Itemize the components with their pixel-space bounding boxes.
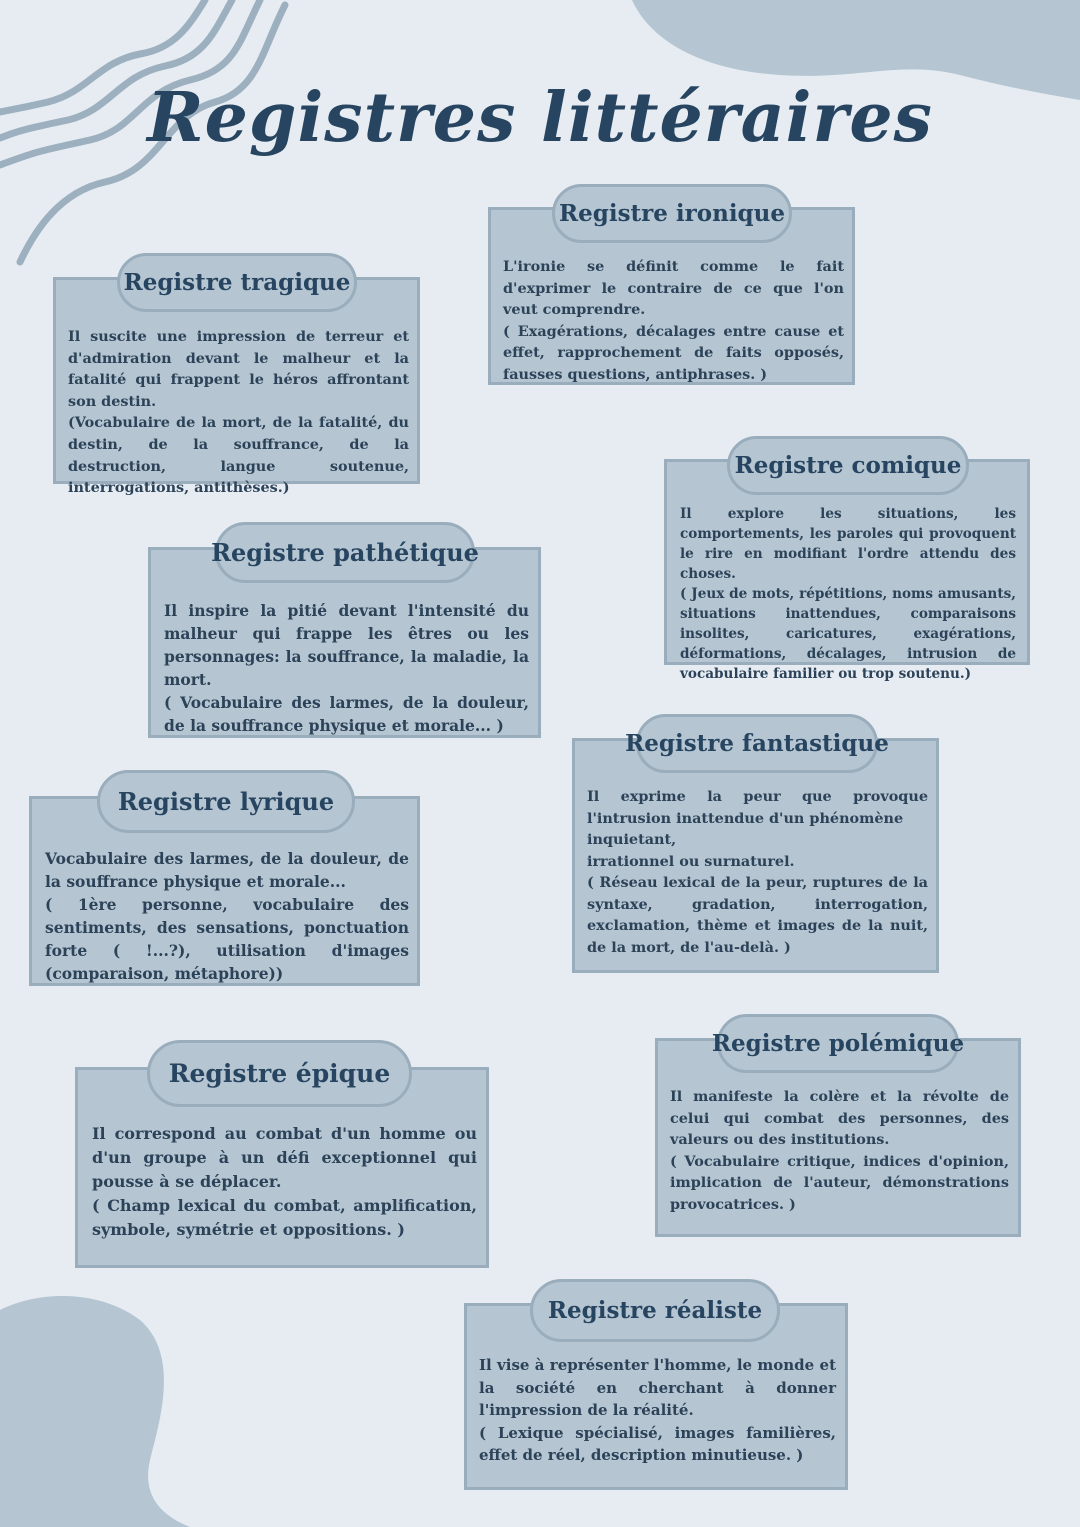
card-comique-text: Il explore les situations, les comportements, les paroles qui provoquent le rire en modifiant l'ordre attendu des choses. ( Jeux de mots, répétitions, noms amusants, situations inattendues, comparaisons insolites, caricatures, exagérations, déformations, décalages, intrusion de vocabulaire familier ou trop soutenu.) (680, 506, 1016, 682)
bottom-left-blob (0, 1296, 190, 1527)
card-fantastique-text: Il exprime la peur que provoque l'intrusion inattendue d'un phénomène inquietant, irrationnel ou surnaturel. ( Réseau lexical de la peur, ruptures de la syntaxe, gradation, interrogation, exclamation, thème et images de la nuit, de la mort, de l'au-delà. ) (587, 788, 928, 956)
card-ironique-title: Registre ironique (552, 184, 792, 243)
card-fantastique-title: Registre fantastique (636, 714, 878, 773)
card-tragique-title: Registre tragique (117, 253, 357, 312)
card-polemique-title: Registre polémique (717, 1014, 959, 1073)
card-lyrique-text: Vocabulaire des larmes, de la douleur, de la souffrance physique et morale... ( 1ère personne, vocabulaire des sentiments, des sensations, ponctuation forte ( !...?), utilisation d'images (comparaison, métaphore)) (45, 849, 409, 983)
card-ironique-text: L'ironie se définit comme le fait d'exprimer le contraire de ce que l'on veut comprendre. ( Exagérations, décalages entre cause et effet, rapprochement de faits opposés, fausses questions, antiphrases. ) (503, 258, 844, 383)
card-realiste-text: Il vise à représenter l'homme, le monde et la société en cherchant à donner l'impression de la réalité. ( Lexique spécialisé, images familières, effet de réel, description minutieuse. ) (479, 1356, 836, 1464)
card-epique-title: Registre épique (147, 1040, 412, 1107)
card-comique-title: Registre comique (727, 436, 969, 495)
card-pathetique-title: Registre pathétique (215, 522, 475, 583)
card-polemique-text: Il manifeste la colère et la révolte de celui qui combat des personnes, des valeurs ou des institutions. ( Vocabulaire critique, indices d'opinion, implication de l'auteur, démonstrations provocatrices. ) (670, 1088, 1009, 1213)
card-tragique-text: Il suscite une impression de terreur et d'admiration devant le malheur et la fatalité qui frappent le héros affrontant son destin. (Vocabulaire de la mort, de la fatalité, du destin, de la souffrance, de la destruction, langue soutenue, interrogations, antithèses.) (68, 328, 409, 497)
card-realiste-title: Registre réaliste (530, 1279, 780, 1342)
page-title: Registres littéraires (147, 78, 933, 158)
card-lyrique-title: Registre lyrique (97, 770, 355, 833)
card-epique-text: Il correspond au combat d'un homme ou d'un groupe à un défi exceptionnel qui pousse à se déplacer. ( Champ lexical du combat, amplification, symbole, symétrie et oppositions. ) (92, 1124, 477, 1239)
card-pathetique-text: Il inspire la pitié devant l'intensité du malheur qui frappe les êtres ou les personnages: la souffrance, la maladie, la mort. ( Vocabulaire des larmes, de la douleur, de la souffrance physique et morale... ) (164, 601, 529, 735)
